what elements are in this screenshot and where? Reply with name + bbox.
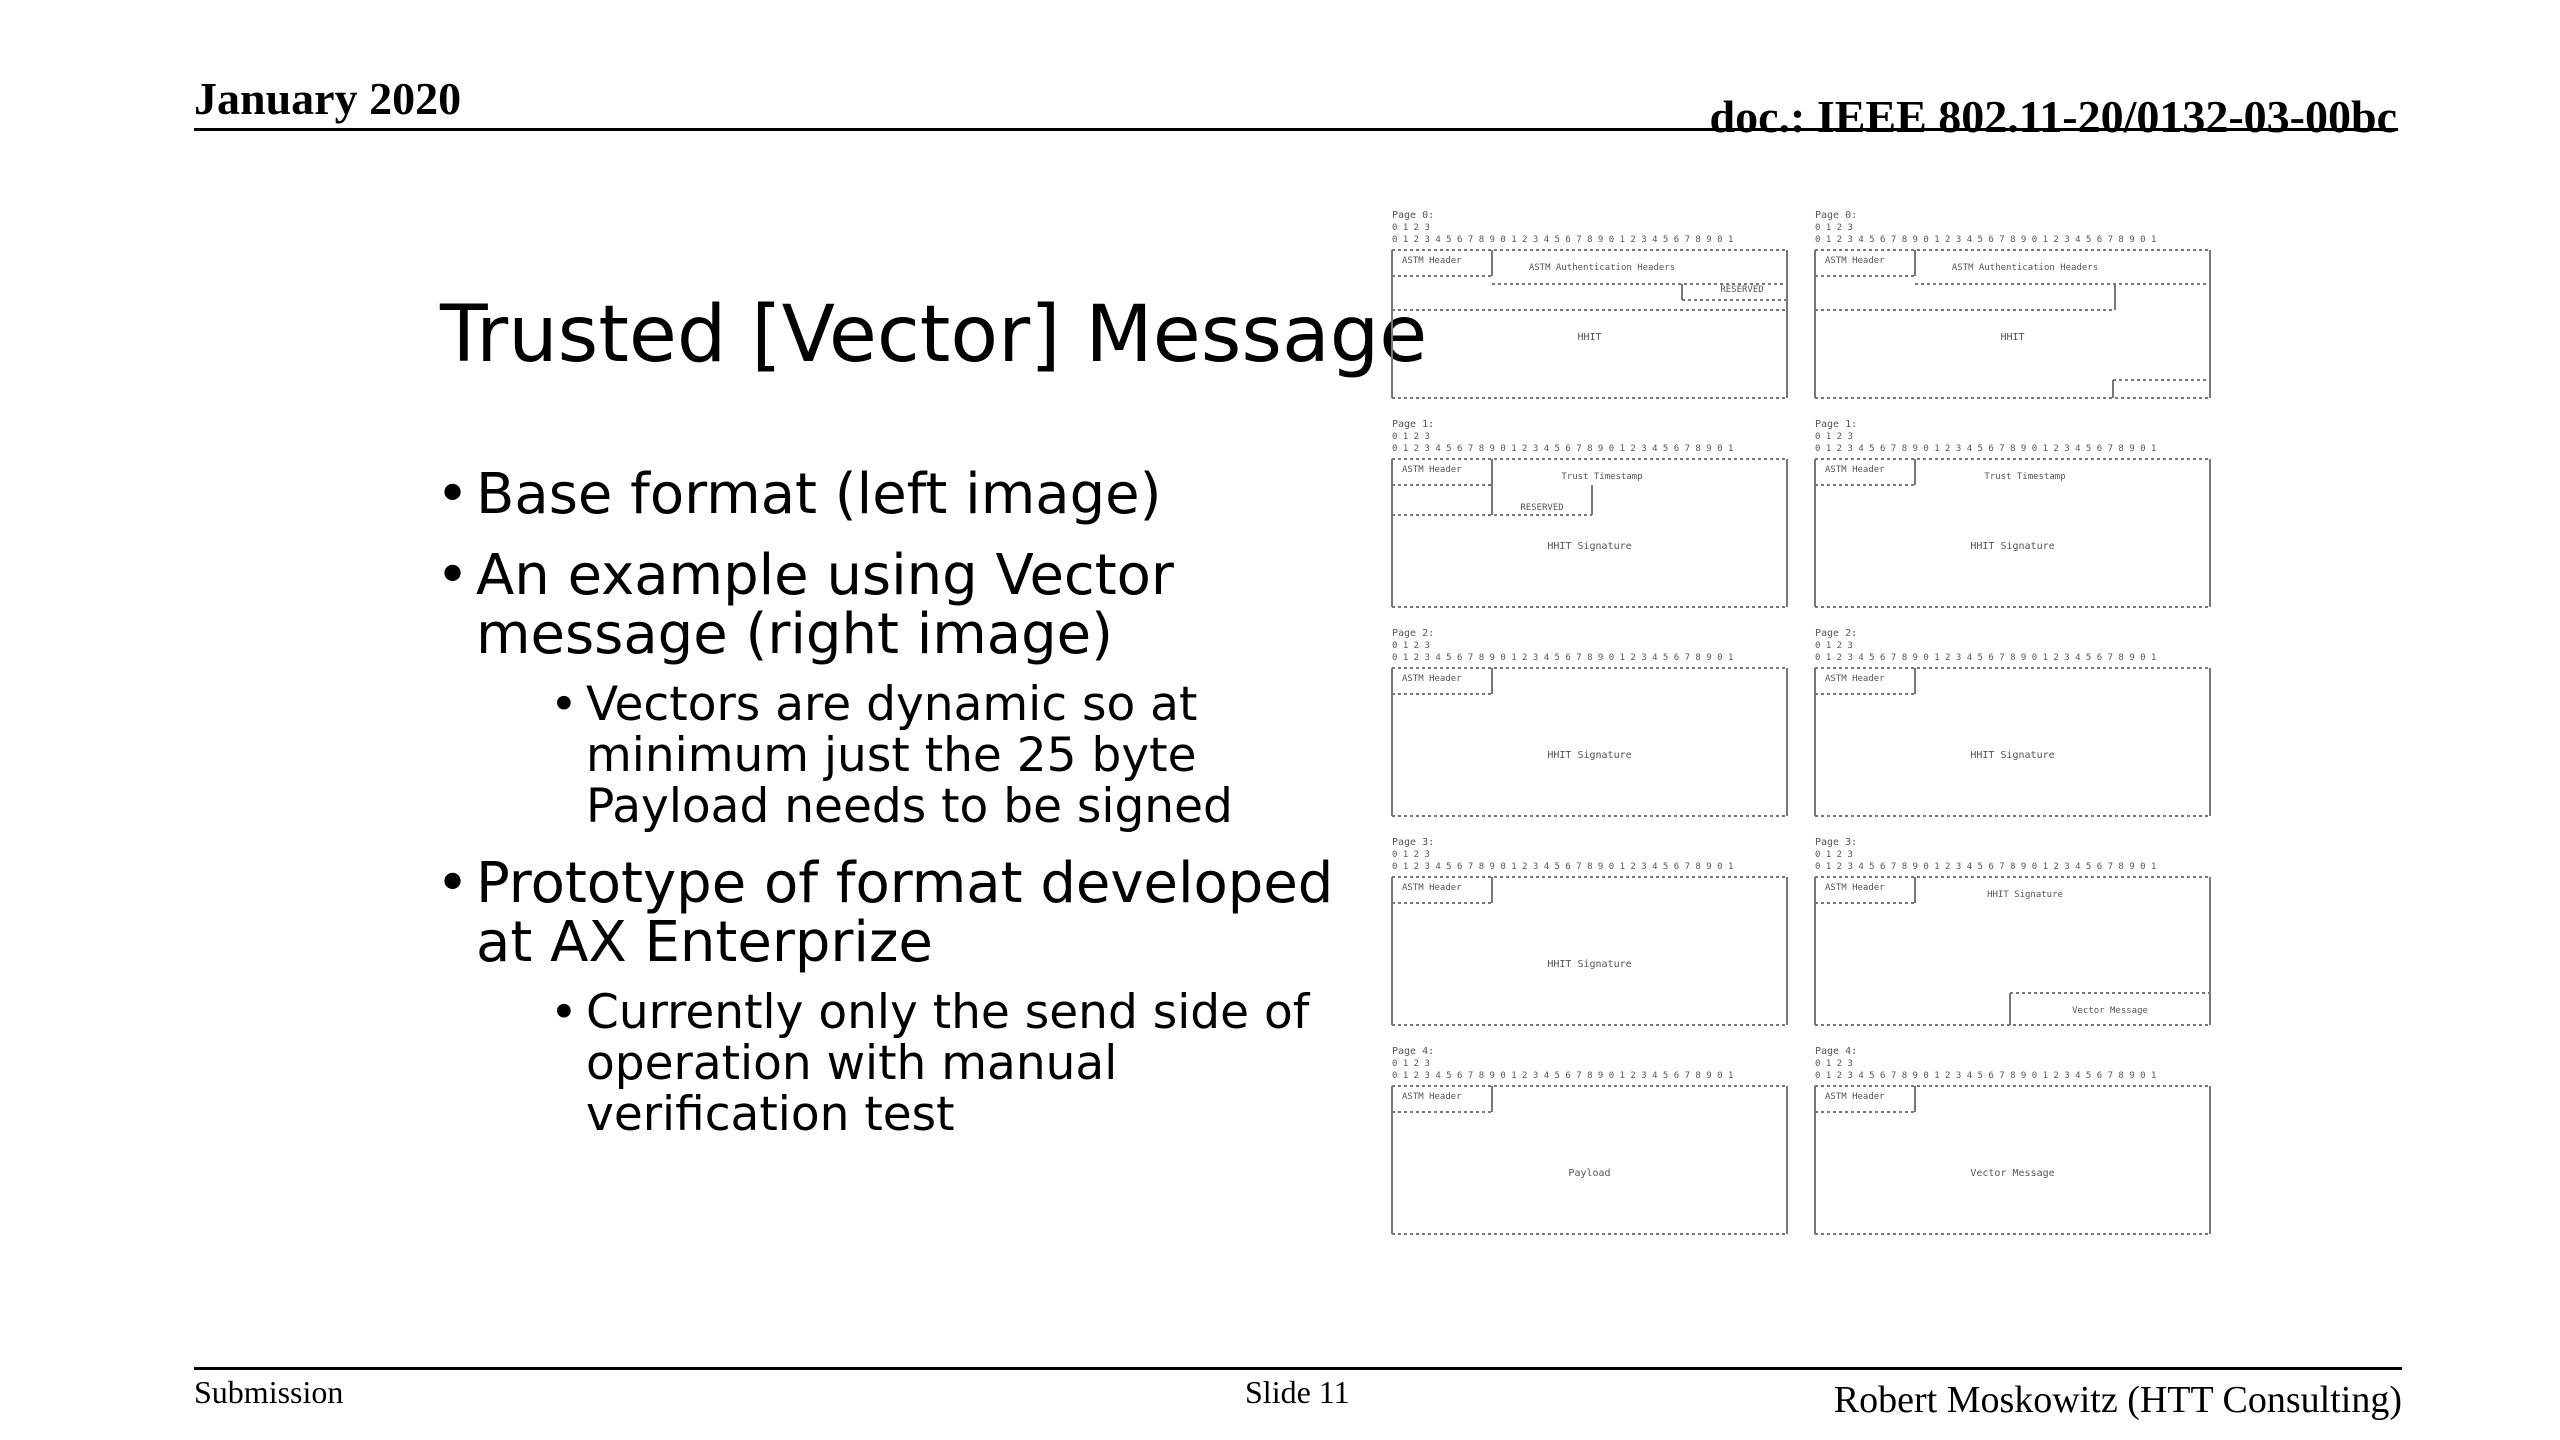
sub-bullet-item xyxy=(476,987,1336,1140)
header-rule xyxy=(194,128,2398,131)
field-label: HHIT Signature xyxy=(1547,959,1632,970)
field-label: ASTM Header xyxy=(1825,256,1885,266)
bit-ruler-units: 0 1 2 3 4 5 6 7 8 9 0 1 2 3 4 5 6 7 8 9 0 1 2 3 4 5 6 7 8 9 0 1 xyxy=(1392,444,1734,454)
footer-slide-number: Slide 11 xyxy=(1245,1374,1350,1410)
page-label: Page 1: xyxy=(1815,419,1858,430)
field-label: ASTM Header xyxy=(1402,674,1462,684)
page-label: Page 4: xyxy=(1392,1046,1435,1057)
page-label: Page 2: xyxy=(1815,628,1858,639)
field-label: Trust Timestamp xyxy=(1561,472,1643,482)
header-doc-id: doc.: IEEE 802.11-20/0132-03-00bc xyxy=(1709,91,2397,142)
field-label: RESERVED xyxy=(1520,503,1564,513)
sub-bullet-item xyxy=(476,679,1336,832)
bit-ruler-tens: 0 1 2 3 xyxy=(1392,1059,1430,1069)
field-label: ASTM Authentication Headers xyxy=(1528,263,1676,273)
bit-ruler-units: 0 1 2 3 4 5 6 7 8 9 0 1 2 3 4 5 6 7 8 9 0 1 2 3 4 5 6 7 8 9 0 1 xyxy=(1392,862,1734,872)
field-label: ASTM Header xyxy=(1402,465,1462,475)
field-label: ASTM Header xyxy=(1402,1092,1462,1102)
bit-ruler-units: 0 1 2 3 4 5 6 7 8 9 0 1 2 3 4 5 6 7 8 9 0 1 2 3 4 5 6 7 8 9 0 1 xyxy=(1392,235,1734,245)
bit-ruler-units: 0 1 2 3 4 5 6 7 8 9 0 1 2 3 4 5 6 7 8 9 0 1 2 3 4 5 6 7 8 9 0 1 xyxy=(1392,1071,1734,1081)
field-label: HHIT Signature xyxy=(1970,750,2055,761)
bit-ruler-units: 0 1 2 3 4 5 6 7 8 9 0 1 2 3 4 5 6 7 8 9 0 1 2 3 4 5 6 7 8 9 0 1 xyxy=(1815,653,2157,663)
field-label: ASTM Header xyxy=(1825,1092,1885,1102)
field-label: ASTM Header xyxy=(1825,465,1885,475)
bit-ruler-units: 0 1 2 3 4 5 6 7 8 9 0 1 2 3 4 5 6 7 8 9 0 1 2 3 4 5 6 7 8 9 0 1 xyxy=(1815,1071,2157,1081)
bit-ruler-units: 0 1 2 3 4 5 6 7 8 9 0 1 2 3 4 5 6 7 8 9 0 1 2 3 4 5 6 7 8 9 0 1 xyxy=(1392,653,1734,663)
bit-ruler-tens: 0 1 2 3 xyxy=(1815,850,1853,860)
bullet-text: Base format (left image) xyxy=(476,462,1162,527)
field-label: Trust Timestamp xyxy=(1984,472,2066,482)
page-label: Page 4: xyxy=(1815,1046,1858,1057)
bit-ruler-tens: 0 1 2 3 xyxy=(1815,432,1853,442)
field-label: HHIT Signature xyxy=(1547,750,1632,761)
page-label: Page 0: xyxy=(1815,210,1858,221)
footer-submission: Submission xyxy=(194,1374,344,1410)
bullet-item xyxy=(436,851,1336,1142)
footer-author: Robert Moskowitz (HTT Consulting) xyxy=(1833,1379,2402,1421)
page-label: Page 1: xyxy=(1392,419,1435,430)
field-label: RESERVED xyxy=(1720,285,1764,295)
field-label: HHIT xyxy=(1577,332,1602,343)
bit-ruler-tens: 0 1 2 3 xyxy=(1392,432,1430,442)
bit-ruler-tens: 0 1 2 3 xyxy=(1392,850,1430,860)
bullet-item xyxy=(436,462,1336,527)
bit-ruler-tens: 0 1 2 3 xyxy=(1815,1059,1853,1069)
field-label: ASTM Header xyxy=(1825,674,1885,684)
field-label: HHIT Signature xyxy=(1970,541,2055,552)
slide-title: Trusted [Vector] Message xyxy=(440,290,1428,380)
bit-ruler-tens: 0 1 2 3 xyxy=(1392,223,1430,233)
bullet-list xyxy=(436,462,1336,1162)
sub-bullet-text: Currently only the send side of operation with manual verification test xyxy=(586,985,1310,1142)
bit-ruler-units: 0 1 2 3 4 5 6 7 8 9 0 1 2 3 4 5 6 7 8 9 0 1 2 3 4 5 6 7 8 9 0 1 xyxy=(1815,444,2157,454)
sub-bullet-text: Vectors are dynamic so at minimum just the 25 byte Payload needs to be signed xyxy=(586,677,1233,834)
footer-rule xyxy=(194,1367,2402,1370)
field-label: Payload xyxy=(1568,1168,1611,1179)
header-date: January 2020 xyxy=(194,73,462,124)
field-label: HHIT Signature xyxy=(1547,541,1632,552)
bit-ruler-tens: 0 1 2 3 xyxy=(1392,641,1430,651)
field-label: ASTM Authentication Headers xyxy=(1951,263,2099,273)
field-label: ASTM Header xyxy=(1825,883,1885,893)
page-label: Page 0: xyxy=(1392,210,1435,221)
field-label: HHIT Signature xyxy=(1987,890,2063,900)
page-label: Page 3: xyxy=(1392,837,1435,848)
bit-ruler-units: 0 1 2 3 4 5 6 7 8 9 0 1 2 3 4 5 6 7 8 9 0 1 2 3 4 5 6 7 8 9 0 1 xyxy=(1815,862,2157,872)
field-label: Vector Message xyxy=(1970,1168,2055,1179)
bullet-text: Prototype of format developed at AX Enterprize xyxy=(476,851,1334,975)
page-label: Page 2: xyxy=(1392,628,1435,639)
bit-ruler-tens: 0 1 2 3 xyxy=(1815,223,1853,233)
bit-ruler-tens: 0 1 2 3 xyxy=(1815,641,1853,651)
bullet-text: An example using Vector message (right image) xyxy=(476,543,1174,667)
field-label: HHIT xyxy=(2000,332,2025,343)
field-label: ASTM Header xyxy=(1402,256,1462,266)
page-label: Page 3: xyxy=(1815,837,1858,848)
packet-format-figure xyxy=(1380,200,2220,1240)
bit-ruler-units: 0 1 2 3 4 5 6 7 8 9 0 1 2 3 4 5 6 7 8 9 0 1 2 3 4 5 6 7 8 9 0 1 xyxy=(1815,235,2157,245)
bullet-item xyxy=(436,543,1336,834)
field-label: Vector Message xyxy=(2072,1006,2148,1016)
field-label: ASTM Header xyxy=(1402,883,1462,893)
